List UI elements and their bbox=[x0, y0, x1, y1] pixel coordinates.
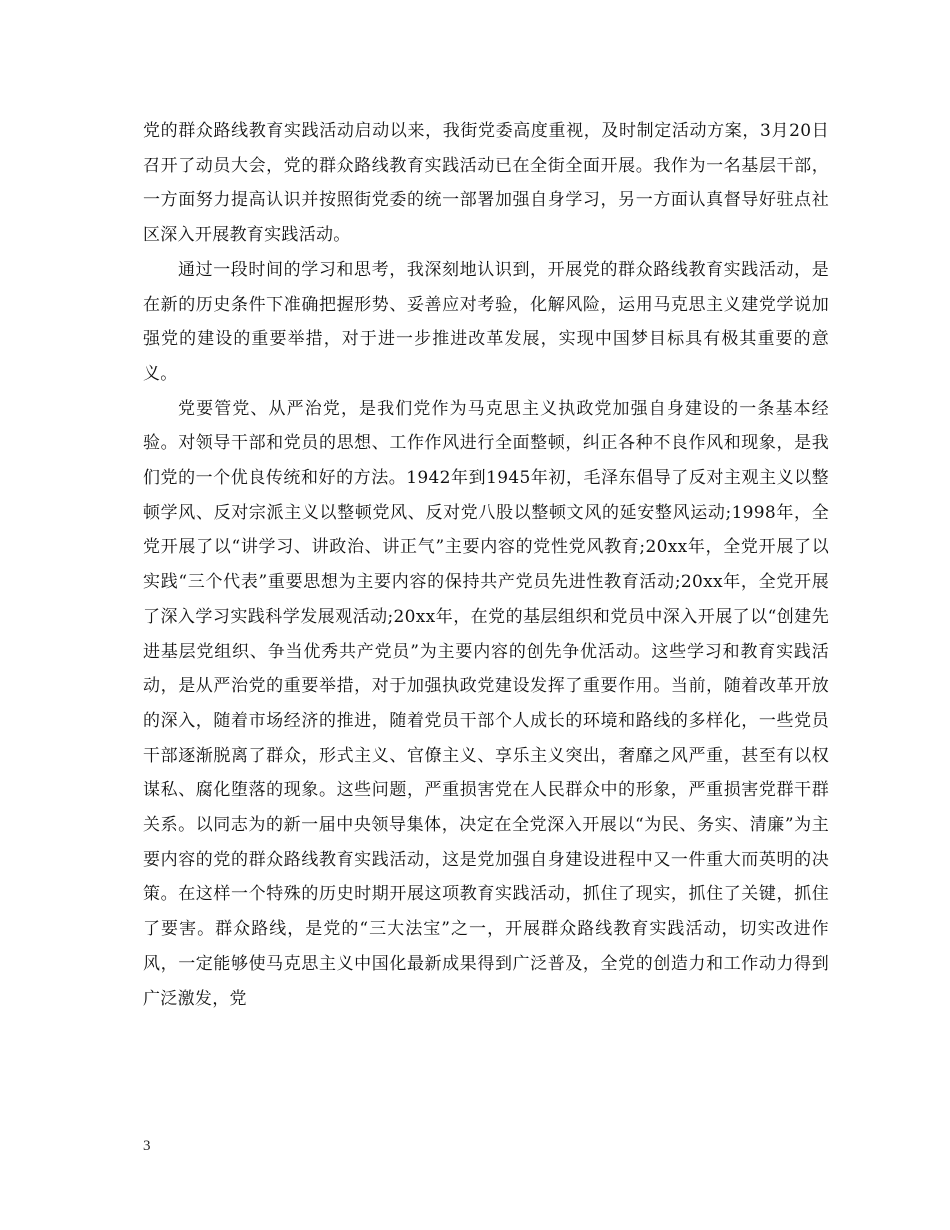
paragraph-intro: 党的群众路线教育实践活动启动以来，我街党委高度重视，及时制定活动方案，3月20日召开了动员大会，党的群众路线教育实践活动已在全街全面开展。我作为一名基层干部，一方面努力提高认识并按照街党委的统一部署加强自身学习，另一方面认真督导好驻点社区深入开展教育实践活动。 bbox=[143, 121, 829, 246]
paragraph-history: 党要管党、从严治党，是我们党作为马克思主义执政党加强自身建设的一条基本经验。对领导干部和党员的思想、工作作风进行全面整顿，纠正各种不良作风和现象，是我们党的一个优良传统和好的方法。1942年到1945年初，毛泽东倡导了反对主观主义以整顿学风、反对宗派主义以整顿党风、反对党八股以整顿文风的延安整风运动;1998年，全党开展了以“讲学习、讲政治、讲正气”主要内容的党性党风教育;20xx年，全党开展了以实践“三个代表”重要思想为主要内容的保持共产党员先进性教育活动;20xx年，全党开展了深入学习实践科学发展观活动;20xx年，在党的基层组织和党员中深入开展了以“创建先进基层党组织、争当优秀共产党员”为主要内容的创先争优活动。这些学习和教育实践活动，是从严治党的重要举措，对于加强执政党建设发挥了重要作用。当前，随着改革开放的深入，随着市场经济的推进，随着党员干部个人成长的环境和路线的多样化，一些党员干部逐渐脱离了群众，形式主义、官僚主义、享乐主义突出，奢靡之风严重，甚至有以权谋私、腐化堕落的现象。这些问题，严重损害党在人民群众中的形象，严重损害党群干群关系。以同志为的新一届中央领导集体，决定在全党深入开展以“为民、务实、清廉”为主要内容的党的群众路线教育实践活动，这是党加强自身建设进程中又一件重大而英明的决策。在这样一个特殊的历史时期开展这项教育实践活动，抓住了现实，抓住了关键，抓住了要害。群众路线，是党的“三大法宝”之一，开展群众路线教育实践活动，切实改进作风，一定能够使马克思主义中国化最新成果得到广泛普及，全党的创造力和工作动力得到广泛激发，党 bbox=[143, 398, 829, 1009]
page-number: 3 bbox=[143, 1138, 151, 1154]
paragraph-understanding: 通过一段时间的学习和思考，我深刻地认识到，开展党的群众路线教育实践活动，是在新的历史条件下准确把握形势、妥善应对考验，化解风险，运用马克思主义建党学说加强党的建设的重要举措，对于进一步推进改革发展，实现中国梦目标具有极其重要的意义。 bbox=[143, 259, 829, 384]
document-body bbox=[143, 114, 829, 1016]
